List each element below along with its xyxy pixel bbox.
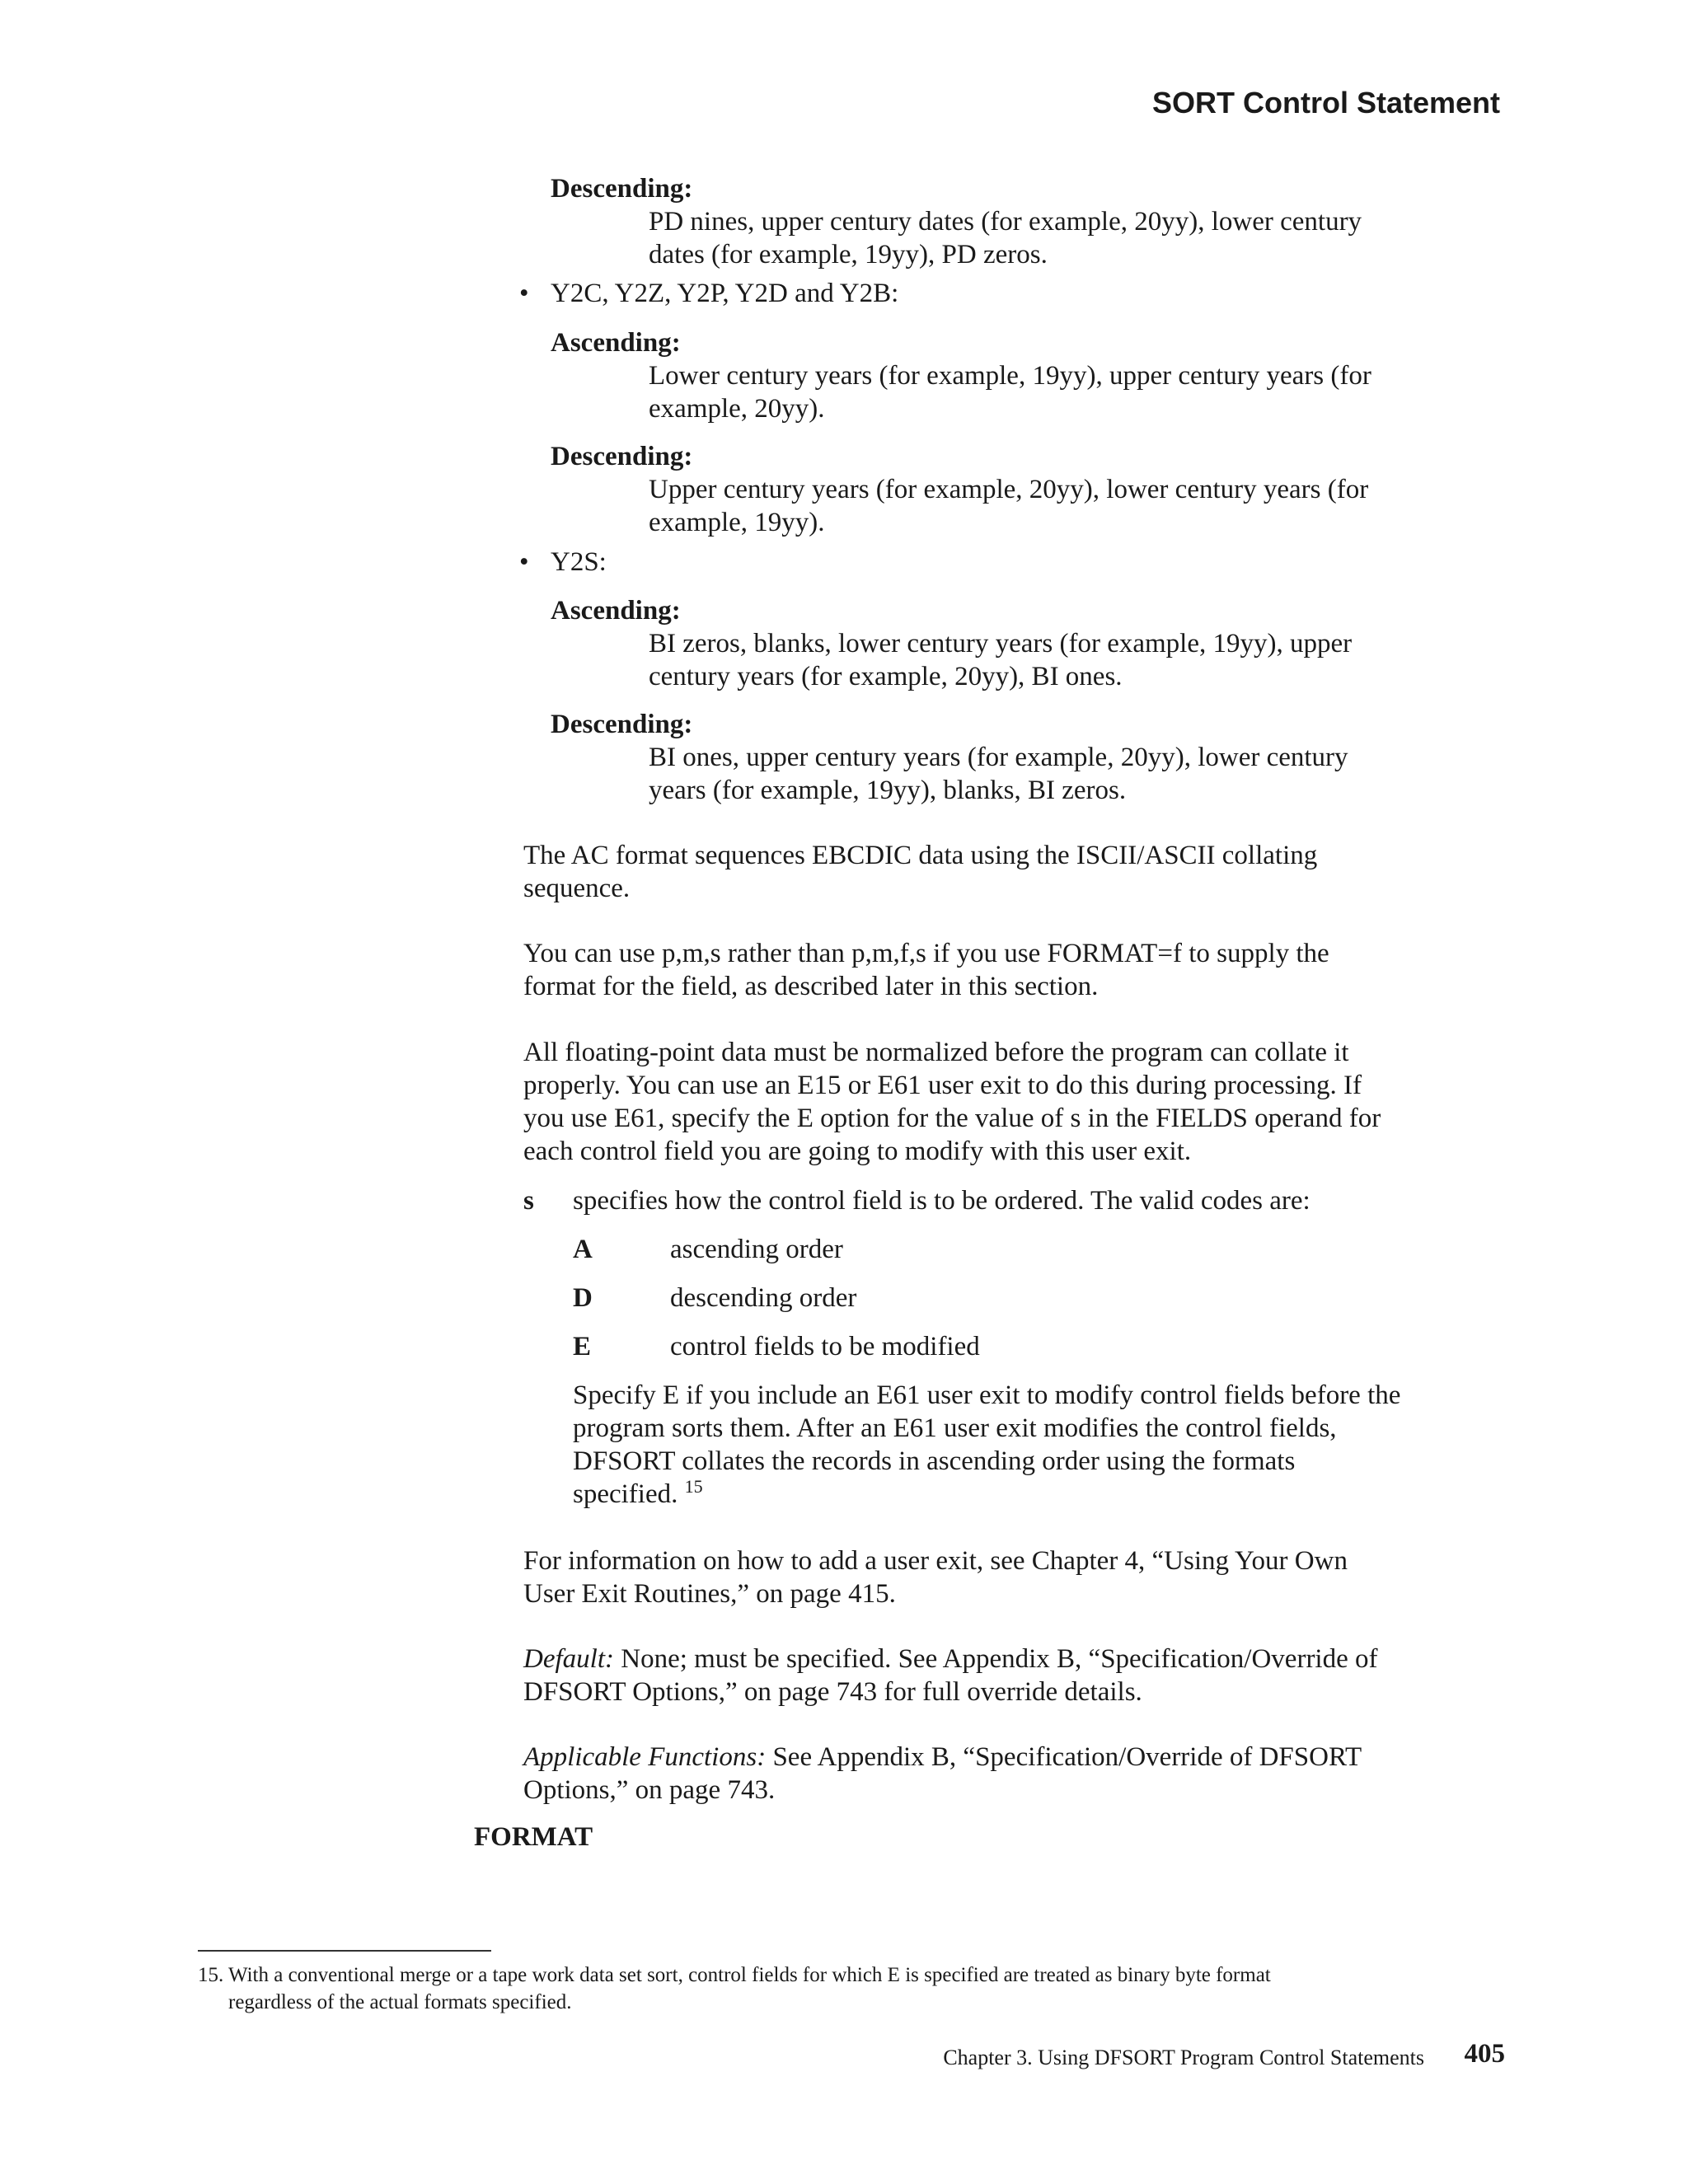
paragraph-line: format for the field, as described later in this section. bbox=[523, 972, 1099, 1001]
paragraph-line bbox=[523, 1741, 1504, 1774]
default-paragraph bbox=[523, 1643, 1504, 1708]
footnote bbox=[198, 1961, 1508, 2016]
paragraph-line: program sorts them. After an E61 user exit modifies the control fields, bbox=[573, 1413, 1337, 1443]
floating-point-paragraph bbox=[523, 1036, 1504, 1168]
descending-text-line2: dates (for example, 19yy), PD zeros. bbox=[649, 240, 1048, 269]
page-number: 405 bbox=[1464, 2039, 1505, 2069]
ascending-text-line2: century years (for example, 20yy), BI ones. bbox=[649, 662, 1123, 691]
descending-text-line2: example, 19yy). bbox=[649, 508, 825, 537]
descending-text-line2: years (for example, 19yy), blanks, BI zeros. bbox=[649, 776, 1127, 805]
s-operand-text: specifies how the control field is to be ordered. The valid codes are: bbox=[573, 1186, 1311, 1216]
bullet-label: Y2C, Y2Z, Y2P, Y2D and Y2B: bbox=[551, 279, 899, 308]
code-description: ascending order bbox=[670, 1235, 843, 1264]
ascending-text-line1: Lower century years (for example, 19yy), upper century years (for bbox=[649, 361, 1372, 391]
paragraph-line: All floating-point data must be normalized before the program can collate it bbox=[523, 1038, 1349, 1067]
descending-text-line1: BI ones, upper century years (for example, 20yy), lower century bbox=[649, 743, 1348, 772]
footnote-divider bbox=[198, 1950, 491, 1952]
footnote-line: regardless of the actual formats specified. bbox=[228, 1991, 572, 2013]
paragraph-line: DFSORT collates the records in ascending order using the formats bbox=[573, 1446, 1296, 1476]
paragraph-line: each control field you are going to modify with this user exit. bbox=[523, 1137, 1192, 1166]
ascending-text-line1: BI zeros, blanks, lower century years (for example, 19yy), upper bbox=[649, 629, 1353, 658]
footnote-ref[interactable]: 15 bbox=[684, 1476, 703, 1497]
code-letter: A bbox=[573, 1235, 593, 1264]
running-header: SORT Control Statement bbox=[1151, 86, 1500, 120]
descending-text-line1: PD nines, upper century dates (for example, 20yy), lower century bbox=[649, 207, 1362, 237]
default-label: Default: bbox=[523, 1644, 614, 1674]
paragraph-line: Specify E if you include an E61 user exit to modify control fields before the bbox=[573, 1380, 1401, 1410]
specify-e-paragraph bbox=[573, 1379, 1512, 1511]
paragraph-line: You can use p,m,s rather than p,m,f,s if you use FORMAT=f to supply the bbox=[523, 939, 1329, 968]
paragraph-line: sequence. bbox=[523, 874, 631, 903]
format-heading: FORMAT bbox=[474, 1822, 593, 1852]
ascending-label: Ascending: bbox=[551, 596, 681, 626]
default-text: None; must be specified. See Appendix B, “Specification/Override of bbox=[621, 1644, 1378, 1674]
code-description: descending order bbox=[670, 1283, 857, 1313]
specified-text: specified. bbox=[573, 1479, 678, 1509]
applicable-functions-paragraph bbox=[523, 1741, 1504, 1807]
ascending-text-line2: example, 20yy). bbox=[649, 394, 825, 424]
ascending-label: Ascending: bbox=[551, 328, 681, 358]
pms-paragraph bbox=[523, 937, 1504, 1003]
paragraph-line: For information on how to add a user exit, see Chapter 4, “Using Your Own bbox=[523, 1546, 1348, 1576]
bullet-icon: • bbox=[519, 279, 529, 308]
paragraph-line: properly. You can use an E15 or E61 user exit to do this during processing. If bbox=[523, 1071, 1362, 1100]
paragraph-line: DFSORT Options,” on page 743 for full override details. bbox=[523, 1677, 1142, 1707]
bullet-label: Y2S: bbox=[551, 547, 607, 577]
paragraph-line: you use E61, specify the E option for the value of s in the FIELDS operand for bbox=[523, 1104, 1381, 1133]
footnote-number: 15. bbox=[198, 1964, 224, 1986]
code-description: control fields to be modified bbox=[670, 1332, 980, 1361]
bullet-icon: • bbox=[519, 547, 529, 577]
footer-chapter-title: Chapter 3. Using DFSORT Program Control Statements bbox=[943, 2046, 1424, 2069]
applicable-text: See Appendix B, “Specification/Override of DFSORT bbox=[772, 1742, 1362, 1772]
footnote-line: With a conventional merge or a tape work data set sort, control fields for which E is specified are treated as binary byte format bbox=[228, 1964, 1271, 1986]
descending-text-line1: Upper century years (for example, 20yy), lower century years (for bbox=[649, 475, 1369, 504]
code-letter: E bbox=[573, 1332, 592, 1361]
descending-label: Descending: bbox=[551, 174, 693, 204]
s-operand-letter: s bbox=[523, 1186, 534, 1216]
descending-label: Descending: bbox=[551, 710, 693, 739]
descending-label: Descending: bbox=[551, 442, 693, 471]
user-exit-info-paragraph bbox=[523, 1544, 1504, 1610]
paragraph-line: User Exit Routines,” on page 415. bbox=[523, 1579, 896, 1609]
paragraph-line bbox=[523, 1643, 1504, 1675]
paragraph-line: The AC format sequences EBCDIC data using the ISCII/ASCII collating bbox=[523, 841, 1318, 870]
paragraph-line bbox=[573, 1478, 1512, 1511]
ac-format-paragraph bbox=[523, 839, 1504, 905]
paragraph-line: Options,” on page 743. bbox=[523, 1775, 776, 1805]
code-letter: D bbox=[573, 1283, 593, 1313]
applicable-label: Applicable Functions: bbox=[523, 1742, 767, 1772]
